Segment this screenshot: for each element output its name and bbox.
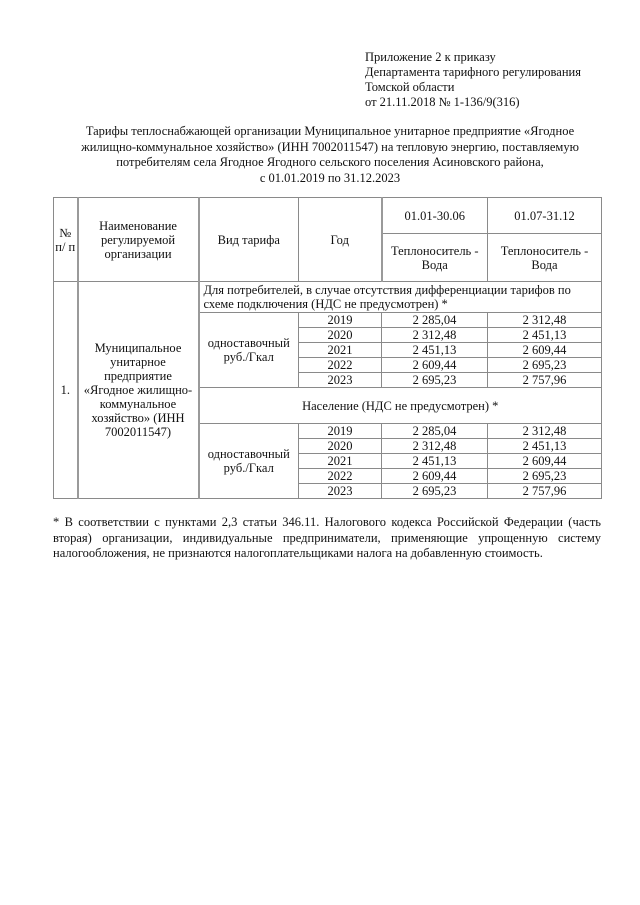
header-num: № п/ п: [54, 198, 78, 282]
title-line: потребителям села Ягодное Ягодного сельского поселения Асиновского района,: [116, 155, 544, 169]
tariff-value: 2 757,96: [488, 373, 602, 388]
year-cell: 2021: [299, 343, 382, 358]
tariff-value: 2 312,48: [382, 439, 488, 454]
appendix-line: Приложение 2 к приказу: [365, 50, 496, 64]
header-period-1: 01.01-30.06: [382, 198, 488, 234]
tariff-type-cell: одноставочный руб./Гкал: [199, 424, 299, 499]
tariff-value: 2 285,04: [382, 424, 488, 439]
tariff-value: 2 695,23: [382, 373, 488, 388]
appendix-line: от 21.11.2018 № 1-136/9(316): [365, 95, 520, 109]
tariff-value: 2 695,23: [488, 469, 602, 484]
tariff-value: 2 312,48: [488, 424, 602, 439]
year-cell: 2020: [299, 328, 382, 343]
organization-name: Муниципальное унитарное предприятие «Ягодное жилищно-коммунальное хозяйство» (ИНН 7002011547): [78, 282, 199, 499]
year-cell: 2022: [299, 358, 382, 373]
tariff-value: 2 609,44: [382, 358, 488, 373]
row-number: 1.: [54, 282, 78, 499]
appendix-header: [365, 50, 581, 110]
year-cell: 2022: [299, 469, 382, 484]
tariff-value: 2 451,13: [488, 328, 602, 343]
title-line: жилищно-коммунальное хозяйство» (ИНН 7002011547) на тепловую энергию, поставляемую: [81, 139, 579, 154]
tariff-value: 2 609,44: [488, 454, 602, 469]
tariff-value: 2 609,44: [382, 469, 488, 484]
tariff-type-cell: одноставочный руб./Гкал: [199, 313, 299, 388]
appendix-line: Департамента тарифного регулирования: [365, 65, 581, 79]
section-label-consumers: Для потребителей, в случае отсутствия дифференциации тарифов по схеме подключения (НДС не предусмотрен) *: [199, 282, 602, 313]
year-cell: 2019: [299, 313, 382, 328]
tariff-value: 2 695,23: [488, 358, 602, 373]
header-period-2: 01.07-31.12: [488, 198, 602, 234]
header-carrier-1: Теплоноситель - Вода: [382, 234, 488, 282]
year-cell: 2023: [299, 484, 382, 499]
header-org: Наименование регулируемой организации: [78, 198, 199, 282]
tariff-value: 2 757,96: [488, 484, 602, 499]
header-carrier-2: Теплоноситель - Вода: [488, 234, 602, 282]
tariff-value: 2 695,23: [382, 484, 488, 499]
year-cell: 2021: [299, 454, 382, 469]
tariff-value: 2 451,13: [382, 454, 488, 469]
appendix-line: Томской области: [365, 80, 455, 94]
title-line: с 01.01.2019 по 31.12.2023: [259, 170, 401, 185]
document-title: [60, 124, 600, 186]
section-label-population: Население (НДС не предусмотрен) *: [199, 388, 602, 424]
tariff-value: 2 451,13: [488, 439, 602, 454]
year-cell: 2019: [299, 424, 382, 439]
year-cell: 2023: [299, 373, 382, 388]
tariff-value: 2 285,04: [382, 313, 488, 328]
year-cell: 2020: [299, 439, 382, 454]
tariff-value: 2 312,48: [488, 313, 602, 328]
header-tariff-type: Вид тарифа: [199, 198, 299, 282]
tariff-value: 2 451,13: [382, 343, 488, 358]
tariff-table: [53, 197, 602, 499]
tariff-value: 2 312,48: [382, 328, 488, 343]
tariff-value: 2 609,44: [488, 343, 602, 358]
footnote: * В соответствии с пунктами 2,3 статьи 346.11. Налогового кодекса Российской Федерации (часть вторая) организации, индивидуальные предприниматели, применяющие упрощенную систему налогообложения, не признаются налогоплательщиками налога на добавленную стоимость.: [53, 515, 601, 560]
header-year: Год: [299, 198, 382, 282]
title-line: Тарифы теплоснабжающей организации Муниципальное унитарное предприятие «Ягодное: [85, 124, 575, 138]
